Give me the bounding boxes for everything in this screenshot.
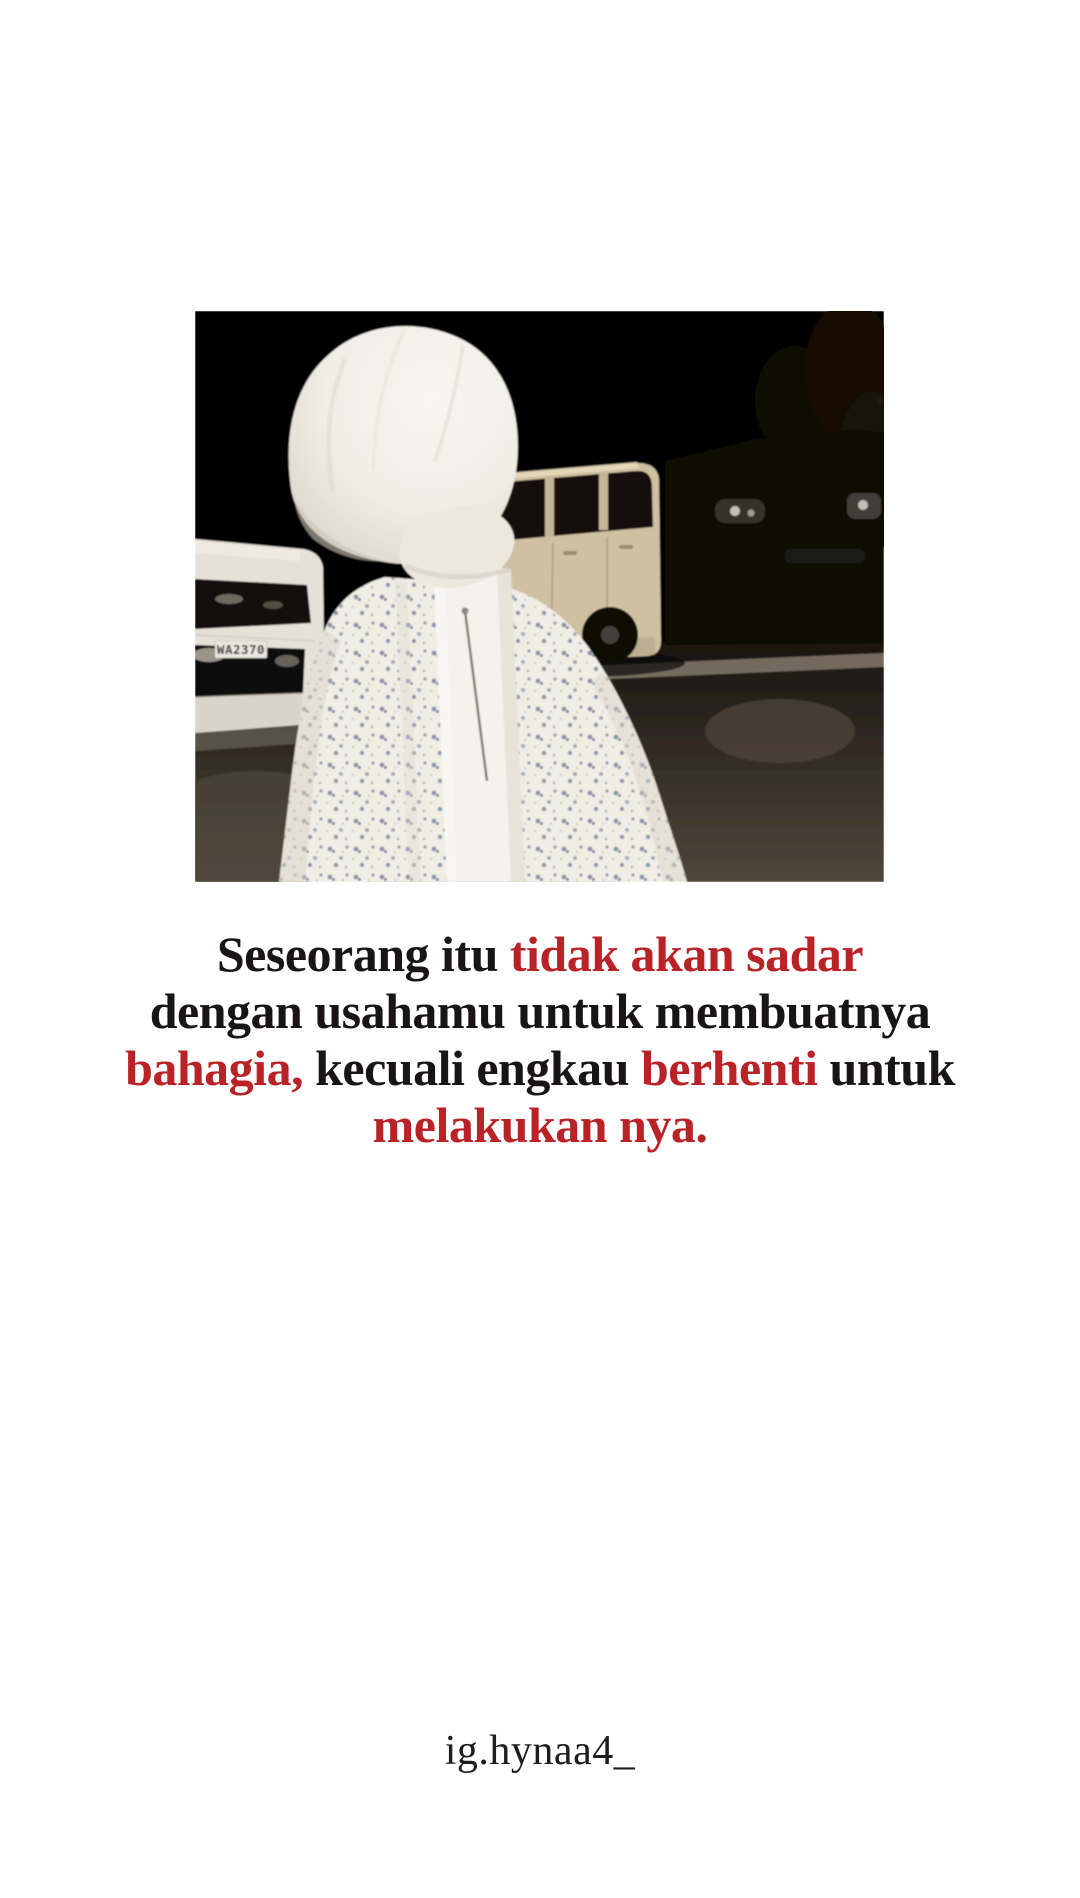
headlight xyxy=(275,655,299,667)
license-plate-text: WA2370 xyxy=(216,642,266,657)
quote-line-3 xyxy=(0,1040,1080,1097)
quote-line-4 xyxy=(0,1097,1080,1154)
dark-vehicles xyxy=(665,429,884,645)
quote-segment: Seseorang itu xyxy=(216,926,510,982)
quote-segment-red: melakukan nya. xyxy=(372,1097,708,1153)
scarf-tail xyxy=(433,561,525,882)
windshield xyxy=(195,579,311,629)
quote-line-1 xyxy=(0,926,1080,983)
quote-segment-red: berhenti xyxy=(640,1040,818,1096)
quote-segment-red: bahagia, xyxy=(125,1040,316,1096)
quote-text xyxy=(0,926,1080,1154)
instagram-handle: ig.hynaa4_ xyxy=(444,1728,636,1774)
quote-segment: kecuali engkau xyxy=(315,1040,641,1096)
quote-segment: untuk xyxy=(817,1040,955,1096)
quote-segment: dengan usahamu untuk membuatnya xyxy=(149,983,931,1039)
quote-segment-red: tidak akan sadar xyxy=(509,926,864,982)
night-street-photo xyxy=(195,311,884,882)
quote-line-2 xyxy=(0,983,1080,1040)
